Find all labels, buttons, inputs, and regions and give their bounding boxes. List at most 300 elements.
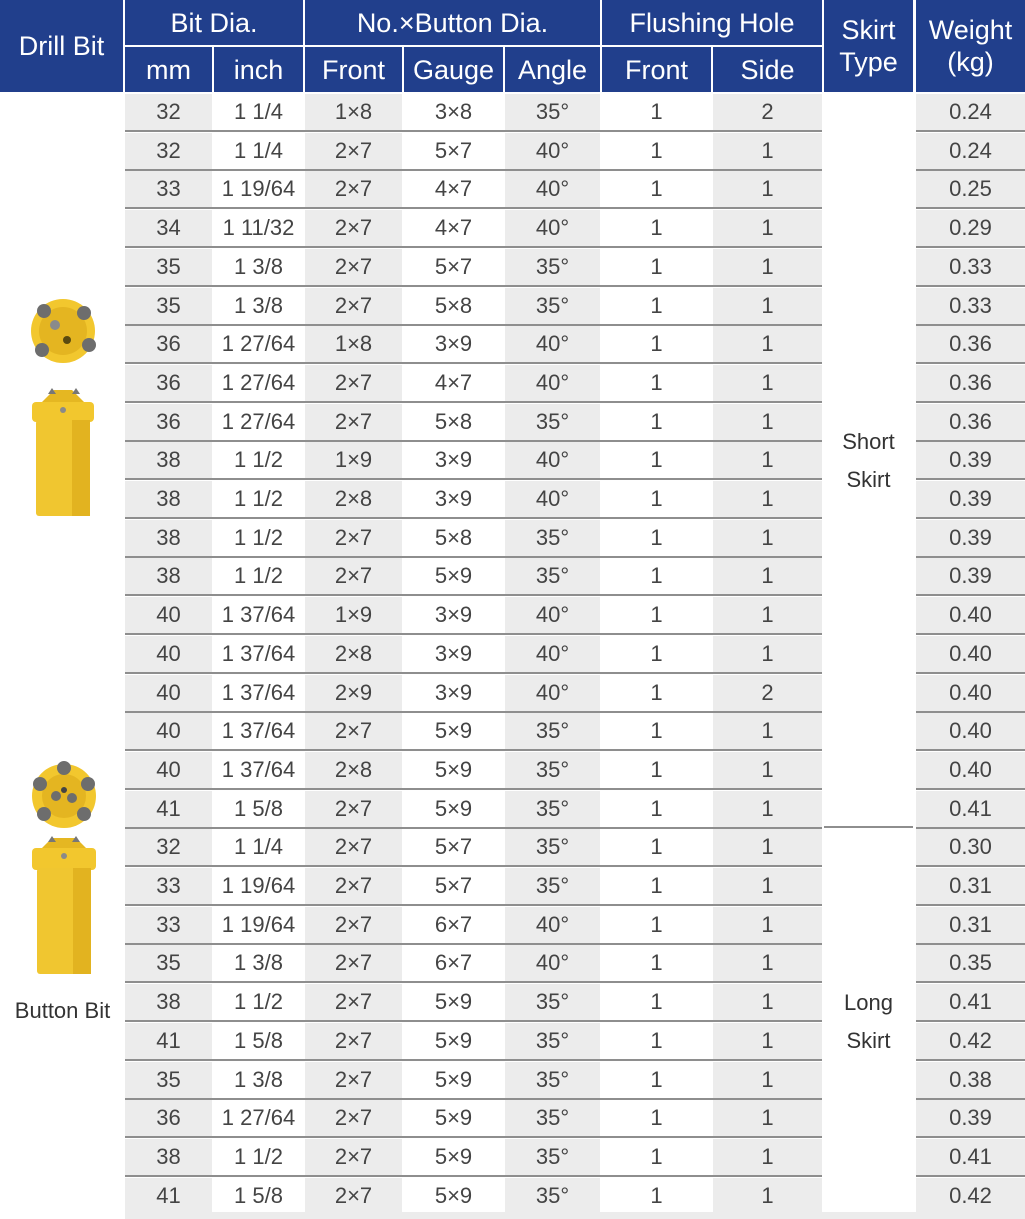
- cell-angle: 40°: [505, 365, 600, 401]
- table-row: [0, 326, 1025, 362]
- cell-weight: 0.30: [916, 829, 1025, 865]
- cell-mm: 35: [125, 288, 212, 324]
- cell-front-buttons: 2×8: [305, 481, 402, 517]
- cell-inch: 1 27/64: [214, 326, 303, 362]
- cell-front-buttons: 2×7: [305, 1062, 402, 1098]
- row-separator: [125, 478, 822, 480]
- cell-inch: 1 27/64: [214, 404, 303, 440]
- cell-mm: 38: [125, 984, 212, 1020]
- row-separator: [125, 749, 822, 751]
- header-gauge: Gauge: [404, 47, 503, 92]
- cell-flushing-side: 1: [713, 210, 822, 246]
- cell-inch: 1 1/2: [214, 1139, 303, 1175]
- cell-gauge-buttons: 5×8: [404, 288, 503, 324]
- cell-angle: 35°: [505, 520, 600, 556]
- cell-inch: 1 1/2: [214, 984, 303, 1020]
- cell-gauge-buttons: 4×7: [404, 210, 503, 246]
- cell-front-buttons: 2×7: [305, 1139, 402, 1175]
- cell-flushing-side: 1: [713, 1178, 822, 1214]
- cell-gauge-buttons: 5×7: [404, 133, 503, 169]
- cell-angle: 35°: [505, 752, 600, 788]
- table-row: [0, 597, 1025, 633]
- table-row: [0, 791, 1025, 827]
- cell-mm: 41: [125, 1178, 212, 1214]
- cell-gauge-buttons: 3×9: [404, 326, 503, 362]
- cell-gauge-buttons: 5×9: [404, 1062, 503, 1098]
- table-row: [0, 133, 1025, 169]
- table-row: [0, 752, 1025, 788]
- cell-flushing-side: 1: [713, 791, 822, 827]
- cell-flushing-front: 1: [602, 1062, 711, 1098]
- cell-mm: 38: [125, 442, 212, 478]
- cell-flushing-front: 1: [602, 675, 711, 711]
- cell-gauge-buttons: 5×9: [404, 791, 503, 827]
- cell-gauge-buttons: 6×7: [404, 945, 503, 981]
- long-skirt-line2: Skirt: [846, 1028, 891, 1053]
- row-separator: [916, 207, 1025, 209]
- cell-inch: 1 5/8: [214, 1178, 303, 1214]
- table-row: [0, 171, 1025, 207]
- cell-flushing-side: 1: [713, 1062, 822, 1098]
- table-row: [0, 1100, 1025, 1136]
- table-row: [0, 365, 1025, 401]
- row-separator: [125, 1059, 822, 1061]
- row-separator: [125, 672, 822, 674]
- cell-weight: 0.41: [916, 791, 1025, 827]
- cell-inch: 1 27/64: [214, 1100, 303, 1136]
- cell-gauge-buttons: 5×7: [404, 249, 503, 285]
- row-separator: [916, 285, 1025, 287]
- cell-mm: 38: [125, 1139, 212, 1175]
- row-separator: [916, 246, 1025, 248]
- cell-angle: 40°: [505, 442, 600, 478]
- cell-flushing-side: 1: [713, 442, 822, 478]
- row-separator: [916, 1136, 1025, 1138]
- cell-inch: 1 19/64: [214, 907, 303, 943]
- row-separator: [125, 1136, 822, 1138]
- button-bit-caption: Button Bit: [14, 998, 111, 1023]
- cell-angle: 40°: [505, 675, 600, 711]
- cell-angle: 40°: [505, 597, 600, 633]
- cell-inch: 1 37/64: [214, 752, 303, 788]
- row-separator: [125, 865, 822, 867]
- cell-inch: 1 37/64: [214, 675, 303, 711]
- cell-angle: 35°: [505, 1178, 600, 1214]
- cell-inch: 1 1/2: [214, 520, 303, 556]
- cell-flushing-front: 1: [602, 288, 711, 324]
- cell-mm: 40: [125, 752, 212, 788]
- cell-weight: 0.39: [916, 558, 1025, 594]
- cell-inch: 1 37/64: [214, 636, 303, 672]
- cell-mm: 35: [125, 945, 212, 981]
- cell-weight: 0.42: [916, 1023, 1025, 1059]
- table-row: [0, 249, 1025, 285]
- row-separator: [125, 904, 822, 906]
- header-skirt-type: Skirt Type: [824, 0, 913, 92]
- cell-weight: 0.40: [916, 675, 1025, 711]
- cell-inch: 1 5/8: [214, 791, 303, 827]
- cell-flushing-front: 1: [602, 945, 711, 981]
- table-row: [0, 558, 1025, 594]
- header-bit-dia: Bit Dia.: [125, 0, 303, 45]
- cell-weight: 0.38: [916, 1062, 1025, 1098]
- cell-inch: 1 19/64: [214, 868, 303, 904]
- cell-inch: 1 1/2: [214, 481, 303, 517]
- cell-flushing-side: 1: [713, 1100, 822, 1136]
- table-row: [0, 675, 1025, 711]
- cell-flushing-front: 1: [602, 984, 711, 1020]
- cell-weight: 0.24: [916, 133, 1025, 169]
- row-separator: [125, 401, 822, 403]
- cell-angle: 35°: [505, 558, 600, 594]
- cell-front-buttons: 2×7: [305, 945, 402, 981]
- table-row: [0, 1178, 1025, 1214]
- header-flushing-side: Side: [713, 47, 822, 92]
- cell-weight: 0.39: [916, 481, 1025, 517]
- row-separator: [916, 1175, 1025, 1177]
- cell-flushing-front: 1: [602, 171, 711, 207]
- cell-front-buttons: 2×7: [305, 791, 402, 827]
- cell-flushing-side: 1: [713, 520, 822, 556]
- cell-gauge-buttons: 3×9: [404, 597, 503, 633]
- cell-inch: 1 1/4: [214, 829, 303, 865]
- cell-flushing-front: 1: [602, 326, 711, 362]
- cell-weight: 0.24: [916, 94, 1025, 130]
- cell-mm: 38: [125, 558, 212, 594]
- cell-angle: 40°: [505, 636, 600, 672]
- row-separator: [916, 517, 1025, 519]
- cell-weight: 0.39: [916, 442, 1025, 478]
- cell-inch: 1 3/8: [214, 945, 303, 981]
- cell-flushing-side: 1: [713, 945, 822, 981]
- cell-mm: 38: [125, 520, 212, 556]
- cell-front-buttons: 2×7: [305, 520, 402, 556]
- cell-front-buttons: 2×8: [305, 752, 402, 788]
- cell-mm: 36: [125, 1100, 212, 1136]
- cell-front-buttons: 1×8: [305, 94, 402, 130]
- cell-mm: 40: [125, 636, 212, 672]
- cell-flushing-side: 1: [713, 752, 822, 788]
- header-mm: mm: [125, 47, 212, 92]
- cell-angle: 35°: [505, 984, 600, 1020]
- cell-flushing-side: 1: [713, 133, 822, 169]
- cell-mm: 32: [125, 829, 212, 865]
- row-separator: [125, 633, 822, 635]
- cell-front-buttons: 2×7: [305, 1100, 402, 1136]
- cell-angle: 35°: [505, 829, 600, 865]
- row-separator: [125, 594, 822, 596]
- table-row: [0, 1062, 1025, 1098]
- cell-flushing-front: 1: [602, 1100, 711, 1136]
- cell-gauge-buttons: 5×9: [404, 1023, 503, 1059]
- cell-flushing-front: 1: [602, 365, 711, 401]
- row-separator: [125, 285, 822, 287]
- header-weight: Weight (kg): [916, 0, 1025, 92]
- cell-weight: 0.33: [916, 249, 1025, 285]
- cell-front-buttons: 2×7: [305, 1178, 402, 1214]
- cell-weight: 0.25: [916, 171, 1025, 207]
- cell-angle: 40°: [505, 210, 600, 246]
- cell-inch: 1 3/8: [214, 1062, 303, 1098]
- table-bottom-band: [125, 1212, 1025, 1219]
- cell-inch: 1 3/8: [214, 288, 303, 324]
- cell-flushing-front: 1: [602, 249, 711, 285]
- cell-flushing-side: 1: [713, 1139, 822, 1175]
- cell-gauge-buttons: 5×7: [404, 868, 503, 904]
- cell-weight: 0.42: [916, 1178, 1025, 1214]
- row-separator: [916, 672, 1025, 674]
- cell-flushing-front: 1: [602, 133, 711, 169]
- cell-angle: 35°: [505, 868, 600, 904]
- cell-front-buttons: 2×8: [305, 636, 402, 672]
- table-row: [0, 404, 1025, 440]
- cell-angle: 35°: [505, 1100, 600, 1136]
- cell-flushing-side: 1: [713, 597, 822, 633]
- cell-gauge-buttons: 4×7: [404, 365, 503, 401]
- row-separator: [125, 788, 822, 790]
- table-row: [0, 481, 1025, 517]
- cell-flushing-front: 1: [602, 481, 711, 517]
- cell-flushing-side: 1: [713, 481, 822, 517]
- cell-gauge-buttons: 3×9: [404, 481, 503, 517]
- table-row: [0, 1023, 1025, 1059]
- cell-inch: 1 1/4: [214, 133, 303, 169]
- cell-flushing-front: 1: [602, 713, 711, 749]
- cell-flushing-front: 1: [602, 752, 711, 788]
- table-row: [0, 829, 1025, 865]
- row-separator: [125, 517, 822, 519]
- row-separator: [916, 904, 1025, 906]
- cell-flushing-side: 1: [713, 171, 822, 207]
- cell-flushing-front: 1: [602, 558, 711, 594]
- row-separator: [916, 478, 1025, 480]
- table-row: [0, 984, 1025, 1020]
- cell-front-buttons: 2×7: [305, 868, 402, 904]
- cell-inch: 1 37/64: [214, 713, 303, 749]
- header-angle: Angle: [505, 47, 600, 92]
- cell-flushing-side: 1: [713, 1023, 822, 1059]
- table-row: [0, 1139, 1025, 1175]
- cell-flushing-front: 1: [602, 868, 711, 904]
- cell-weight: 0.36: [916, 404, 1025, 440]
- row-separator: [916, 362, 1025, 364]
- cell-angle: 35°: [505, 1139, 600, 1175]
- cell-inch: 1 1/2: [214, 442, 303, 478]
- cell-gauge-buttons: 5×9: [404, 713, 503, 749]
- cell-angle: 40°: [505, 945, 600, 981]
- cell-flushing-side: 1: [713, 636, 822, 672]
- cell-angle: 35°: [505, 791, 600, 827]
- header-flushing-front: Front: [602, 47, 711, 92]
- cell-front-buttons: 2×7: [305, 558, 402, 594]
- cell-angle: 35°: [505, 1062, 600, 1098]
- cell-front-buttons: 2×7: [305, 1023, 402, 1059]
- cell-weight: 0.39: [916, 520, 1025, 556]
- row-separator: [125, 207, 822, 209]
- header-button-dia: No.×Button Dia.: [305, 0, 600, 45]
- cell-front-buttons: 1×9: [305, 597, 402, 633]
- cell-angle: 40°: [505, 907, 600, 943]
- row-separator: [125, 246, 822, 248]
- cell-weight: 0.40: [916, 597, 1025, 633]
- cell-front-buttons: 2×7: [305, 288, 402, 324]
- cell-mm: 34: [125, 210, 212, 246]
- row-separator: [916, 594, 1025, 596]
- cell-mm: 36: [125, 365, 212, 401]
- cell-flushing-side: 1: [713, 984, 822, 1020]
- cell-flushing-front: 1: [602, 636, 711, 672]
- row-separator: [125, 1175, 822, 1177]
- row-separator: [916, 401, 1025, 403]
- table-row: [0, 945, 1025, 981]
- cell-inch: 1 37/64: [214, 597, 303, 633]
- cell-flushing-front: 1: [602, 791, 711, 827]
- cell-inch: 1 3/8: [214, 249, 303, 285]
- cell-mm: 32: [125, 133, 212, 169]
- cell-mm: 41: [125, 791, 212, 827]
- cell-mm: 33: [125, 907, 212, 943]
- cell-inch: 1 11/32: [214, 210, 303, 246]
- cell-weight: 0.40: [916, 713, 1025, 749]
- cell-gauge-buttons: 5×9: [404, 984, 503, 1020]
- long-skirt-line1: Long: [844, 990, 893, 1015]
- row-separator: [916, 788, 1025, 790]
- cell-flushing-side: 1: [713, 558, 822, 594]
- table-row: [0, 907, 1025, 943]
- cell-inch: 1 5/8: [214, 1023, 303, 1059]
- cell-front-buttons: 2×7: [305, 984, 402, 1020]
- cell-mm: 36: [125, 326, 212, 362]
- cell-gauge-buttons: 3×9: [404, 636, 503, 672]
- cell-mm: 36: [125, 404, 212, 440]
- row-separator: [916, 1020, 1025, 1022]
- cell-gauge-buttons: 5×9: [404, 1100, 503, 1136]
- cell-weight: 0.29: [916, 210, 1025, 246]
- cell-flushing-front: 1: [602, 597, 711, 633]
- cell-gauge-buttons: 5×9: [404, 1178, 503, 1214]
- cell-weight: 0.31: [916, 907, 1025, 943]
- cell-inch: 1 1/4: [214, 94, 303, 130]
- cell-front-buttons: 1×8: [305, 326, 402, 362]
- cell-gauge-buttons: 5×9: [404, 1139, 503, 1175]
- cell-flushing-side: 1: [713, 907, 822, 943]
- header-flushing-hole: Flushing Hole: [602, 0, 822, 45]
- cell-angle: 35°: [505, 713, 600, 749]
- row-separator: [916, 865, 1025, 867]
- short-skirt-line2: Skirt: [846, 467, 891, 492]
- cell-front-buttons: 2×7: [305, 713, 402, 749]
- cell-flushing-front: 1: [602, 94, 711, 130]
- cell-gauge-buttons: 6×7: [404, 907, 503, 943]
- cell-gauge-buttons: 4×7: [404, 171, 503, 207]
- row-separator: [916, 1059, 1025, 1061]
- cell-front-buttons: 1×9: [305, 442, 402, 478]
- cell-flushing-front: 1: [602, 210, 711, 246]
- cell-flushing-side: 1: [713, 288, 822, 324]
- cell-mm: 33: [125, 171, 212, 207]
- row-separator: [916, 633, 1025, 635]
- cell-angle: 40°: [505, 481, 600, 517]
- cell-flushing-side: 1: [713, 713, 822, 749]
- row-separator: [125, 981, 822, 983]
- table-row: [0, 868, 1025, 904]
- cell-front-buttons: 2×9: [305, 675, 402, 711]
- cell-flushing-front: 1: [602, 1178, 711, 1214]
- short-skirt-line1: Short: [842, 429, 895, 454]
- cell-front-buttons: 2×7: [305, 133, 402, 169]
- cell-flushing-side: 1: [713, 404, 822, 440]
- cell-gauge-buttons: 3×8: [404, 94, 503, 130]
- row-separator: [916, 749, 1025, 751]
- cell-weight: 0.41: [916, 1139, 1025, 1175]
- cell-flushing-front: 1: [602, 1023, 711, 1059]
- cell-front-buttons: 2×7: [305, 907, 402, 943]
- row-separator: [125, 362, 822, 364]
- cell-gauge-buttons: 3×9: [404, 442, 503, 478]
- header-inch: inch: [214, 47, 303, 92]
- header-drill-bit: Drill Bit: [0, 0, 123, 92]
- cell-angle: 40°: [505, 133, 600, 169]
- row-separator: [125, 130, 822, 132]
- table-row: [0, 442, 1025, 478]
- cell-front-buttons: 2×7: [305, 171, 402, 207]
- cell-flushing-front: 1: [602, 1139, 711, 1175]
- cell-gauge-buttons: 5×7: [404, 829, 503, 865]
- cell-flushing-side: 2: [713, 94, 822, 130]
- cell-angle: 35°: [505, 404, 600, 440]
- cell-flushing-front: 1: [602, 520, 711, 556]
- header-front: Front: [305, 47, 402, 92]
- cell-weight: 0.40: [916, 636, 1025, 672]
- cell-weight: 0.33: [916, 288, 1025, 324]
- table-row: [0, 636, 1025, 672]
- cell-gauge-buttons: 5×8: [404, 404, 503, 440]
- cell-gauge-buttons: 3×9: [404, 675, 503, 711]
- cell-flushing-side: 1: [713, 829, 822, 865]
- cell-front-buttons: 2×7: [305, 829, 402, 865]
- cell-angle: 35°: [505, 1023, 600, 1059]
- cell-inch: 1 1/2: [214, 558, 303, 594]
- cell-angle: 40°: [505, 326, 600, 362]
- cell-front-buttons: 2×7: [305, 404, 402, 440]
- cell-angle: 35°: [505, 94, 600, 130]
- cell-weight: 0.35: [916, 945, 1025, 981]
- cell-flushing-side: 1: [713, 249, 822, 285]
- table-row: [0, 288, 1025, 324]
- cell-mm: 38: [125, 481, 212, 517]
- cell-mm: 40: [125, 597, 212, 633]
- table-row: [0, 520, 1025, 556]
- cell-front-buttons: 2×7: [305, 249, 402, 285]
- cell-flushing-side: 1: [713, 868, 822, 904]
- cell-mm: 40: [125, 675, 212, 711]
- cell-flushing-side: 1: [713, 326, 822, 362]
- cell-weight: 0.31: [916, 868, 1025, 904]
- cell-gauge-buttons: 5×9: [404, 558, 503, 594]
- cell-front-buttons: 2×7: [305, 210, 402, 246]
- cell-mm: 32: [125, 94, 212, 130]
- cell-mm: 33: [125, 868, 212, 904]
- cell-flushing-front: 1: [602, 907, 711, 943]
- table-row: [0, 713, 1025, 749]
- cell-mm: 40: [125, 713, 212, 749]
- cell-weight: 0.36: [916, 326, 1025, 362]
- cell-mm: 35: [125, 1062, 212, 1098]
- cell-gauge-buttons: 5×8: [404, 520, 503, 556]
- cell-weight: 0.36: [916, 365, 1025, 401]
- cell-front-buttons: 2×7: [305, 365, 402, 401]
- row-separator: [916, 130, 1025, 132]
